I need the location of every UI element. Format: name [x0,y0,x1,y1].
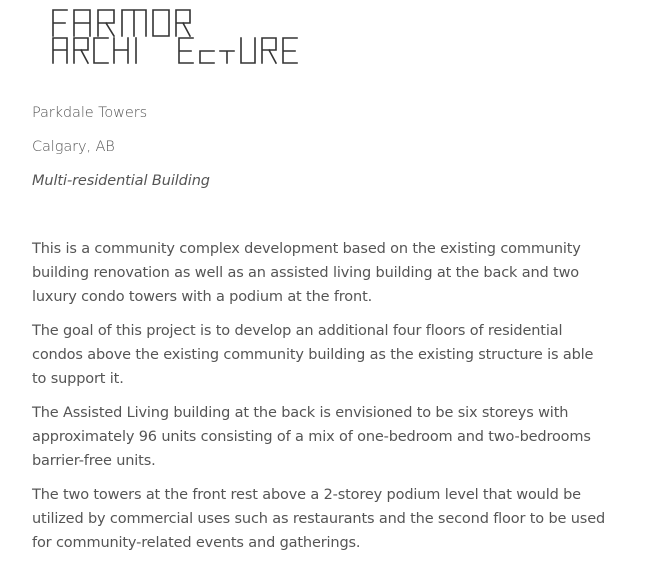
description-paragraph: The goal of this project is to develop an additional four floors of residential condos above the existing community building as the existing structure is able to support it. [32,323,594,387]
project-type: Multi-residential Building [32,173,210,189]
description-paragraph: This is a community complex development based on the existing community building renovation as well as an assisted living building at the back and two luxury condo towers with a podium at the front. [32,241,581,305]
project-name: Parkdale Towers [32,105,148,121]
project-location: Calgary, AB [32,139,115,155]
description-paragraph: The Assisted Living building at the back is envisioned to be six storeys with approximately 96 units consisting of a mix of one-bedroom and two-bedrooms barrier-free units. [32,405,591,469]
project-content [32,101,607,565]
company-logo[interactable] [50,7,300,67]
logo-mark [50,7,300,67]
description-paragraph: The two towers at the front rest above a 2-storey podium level that would be utilized by commercial uses such as restaurants and the second floor to be used for community-related events and gatherings. [32,487,606,551]
